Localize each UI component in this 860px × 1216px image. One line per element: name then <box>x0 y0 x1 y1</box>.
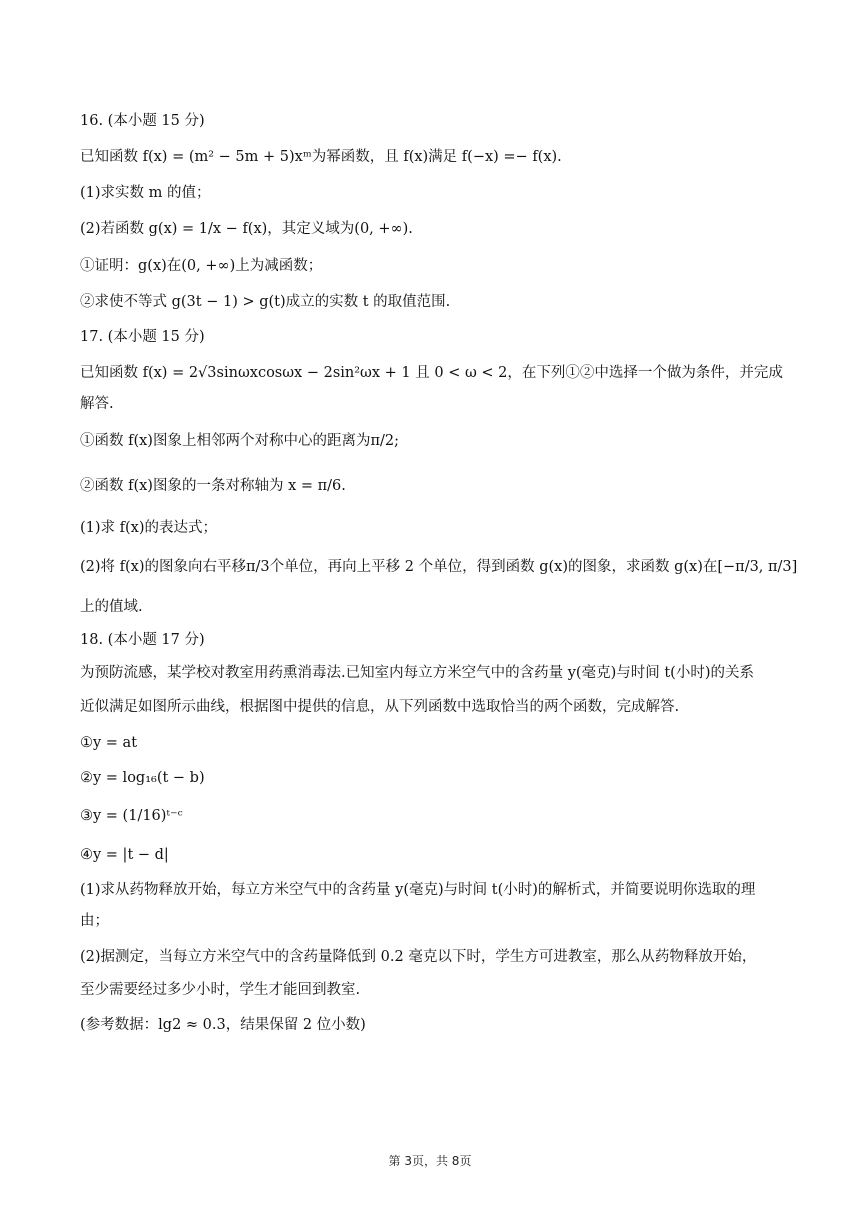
page-footer: 第 3页，共 8页 <box>388 1154 472 1168</box>
problem-16-part-2-sub-2: ②求使不等式 g(3t − 1) > g(t)成立的实数 t 的取值范围. <box>80 294 451 310</box>
problem-17-condition-1: ①函数 f(x)图象上相邻两个对称中心的距离为π/2; <box>80 433 399 449</box>
problem-17-part-2: (2)将 f(x)的图象向右平移π/3个单位，再向上平移 2 个单位，得到函数 g(x)的图象，求函数 g(x)在[−π/3, π/3] <box>80 559 798 575</box>
problem-16-part-1: (1)求实数 m 的值； <box>80 185 211 201</box>
problem-16-part-2: (2)若函数 g(x) = 1/x − f(x)，其定义域为(0, +∞). <box>80 221 413 237</box>
problem-16-statement: 已知函数 f(x) = (m² − 5m + 5)xᵐ为幂函数，且 f(x)满足 f(−x) =− f(x). <box>80 149 562 165</box>
problem-18-option-3: ③y = (1/16)ᵗ⁻ᶜ <box>80 808 183 824</box>
problem-18-part-1-cont: 由； <box>80 913 109 929</box>
problem-17-statement: 已知函数 f(x) = 2√3sinωxcosωx − 2sin²ωx + 1 且 0 < ω < 2，在下列①②中选择一个做为条件，并完成 <box>80 365 783 381</box>
problem-17-part-1: (1)求 f(x)的表达式； <box>80 520 218 536</box>
problem-18-option-4: ④y = |t − d| <box>80 847 169 863</box>
problem-18-part-2: (2)据测定，当每立方米空气中的含药量降低到 0.2 毫克以下时，学生方可进教室，那么从药物释放开始， <box>80 949 757 965</box>
problem-18-option-2: ②y = log₁₆(t − b) <box>80 770 205 786</box>
problem-16-heading: 16. (本小题 15 分) <box>80 113 205 129</box>
problem-17-part-2-cont: 上的值域. <box>80 599 143 615</box>
problem-18-option-1: ①y = at <box>80 735 138 751</box>
problem-18-statement-cont: 近似满足如图所示曲线，根据图中提供的信息，从下列函数中选取恰当的两个函数，完成解答. <box>80 699 680 715</box>
problem-18-statement: 为预防流感，某学校对教室用药熏消毒法.已知室内每立方米空气中的含药量 y(毫克)与时间 t(小时)的关系 <box>80 665 754 681</box>
problem-18-heading: 18. (本小题 17 分) <box>80 632 205 648</box>
problem-18-reference-data: (参考数据：lg2 ≈ 0.3，结果保留 2 位小数) <box>80 1017 366 1033</box>
problem-16-part-2-sub-1: ①证明：g(x)在(0, +∞)上为减函数； <box>80 258 323 274</box>
problem-17-condition-2: ②函数 f(x)图象的一条对称轴为 x = π/6. <box>80 478 346 494</box>
problem-17-statement-cont: 解答. <box>80 396 114 412</box>
problem-17-heading: 17. (本小题 15 分) <box>80 329 205 345</box>
problem-18-part-2-cont: 至少需要经过多少小时，学生才能回到教室. <box>80 982 361 998</box>
problem-18-part-1: (1)求从药物释放开始，每立方米空气中的含药量 y(毫克)与时间 t(小时)的解析式，并简要说明你选取的理 <box>80 882 756 898</box>
